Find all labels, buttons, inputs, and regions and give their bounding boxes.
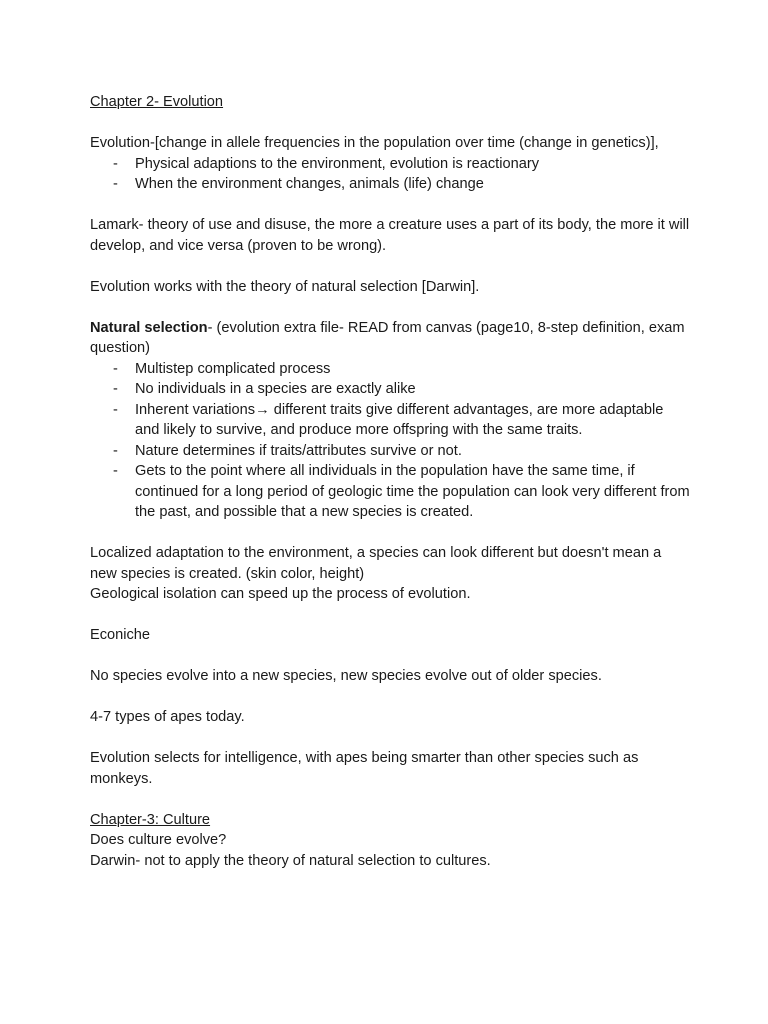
list-item: - Inherent variations→ different traits give different advantages, are more adaptable and likely to survive, and produce more offspring with the same traits.	[113, 401, 664, 438]
lamark-paragraph: Lamark- theory of use and disuse, the more a creature uses a part of its body, the more it will develop, and vice versa (proven to be wrong).	[90, 217, 690, 254]
list-item: - Multistep complicated process	[113, 360, 331, 377]
evolution-bullet-list	[90, 154, 690, 195]
document-page	[90, 92, 690, 871]
list-item: - When the environment changes, animals (life) change	[113, 176, 484, 192]
list-item: - Nature determines if traits/attributes survive or not.	[113, 442, 462, 459]
list-item: - Physical adaptions to the environment, evolution is reactionary	[113, 155, 539, 172]
chapter-3-heading: Chapter-3: Culture	[90, 811, 211, 828]
no-species-paragraph: No species evolve into a new species, new species evolve out of older species.	[90, 668, 602, 684]
localized-adaptation-paragraph: Localized adaptation to the environment, a species can look different but doesn't mean a new species is created. (skin color, height)	[90, 545, 662, 582]
natural-selection-bullet-list	[90, 359, 690, 523]
culture-question: Does culture evolve?	[90, 832, 227, 848]
apes-paragraph: 4-7 types of apes today.	[90, 709, 245, 725]
darwin-culture-paragraph: Darwin- not to apply the theory of natural selection to cultures.	[90, 852, 491, 869]
intelligence-paragraph: Evolution selects for intelligence, with apes being smarter than other species such as monkeys.	[90, 750, 639, 787]
natural-selection-intro: Evolution works with the theory of natural selection [Darwin].	[90, 278, 480, 295]
geological-isolation-paragraph: Geological isolation can speed up the process of evolution.	[90, 586, 471, 602]
chapter-2-heading: Chapter 2- Evolution	[90, 94, 224, 110]
list-item: - Gets to the point where all individuals in the population have the same time, if continued for a long period of geologic time the population can look very different from the past, and possible that a new species is created.	[113, 463, 690, 520]
natural-selection-term: Natural selection	[90, 319, 208, 336]
natural-selection-paragraph: Natural selection- (evolution extra file- READ from canvas (page10, 8-step definition, exam question)	[90, 319, 685, 356]
econiche-label: Econiche	[90, 627, 151, 643]
list-item: - No individuals in a species are exactly alike	[113, 381, 416, 397]
evolution-definition: Evolution-[change in allele frequencies in the population over time (change in genetics)],	[90, 135, 659, 151]
